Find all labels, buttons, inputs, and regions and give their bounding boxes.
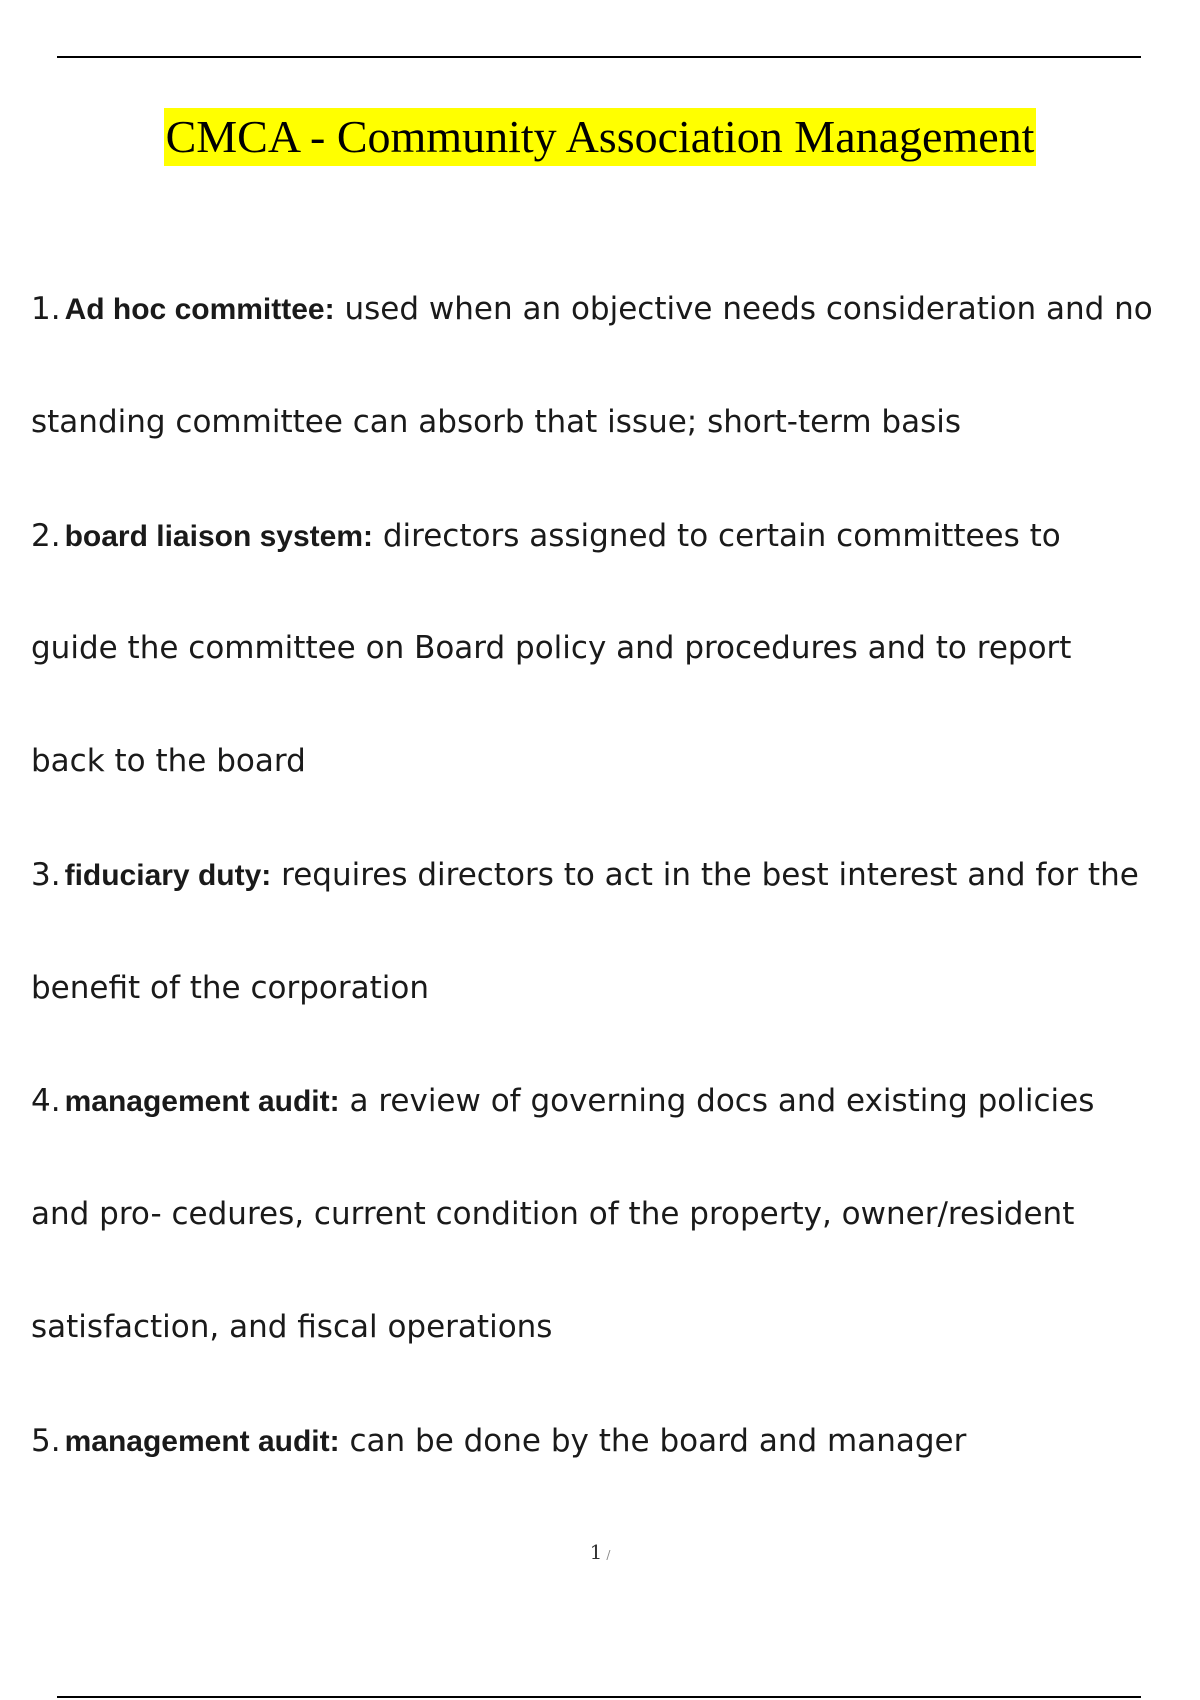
item-number: 5. bbox=[31, 1423, 61, 1459]
item-number: 1. bbox=[31, 291, 61, 327]
item-definition-line: back to the board bbox=[31, 743, 306, 779]
list-item-5 bbox=[31, 1421, 1196, 1462]
list-item-2 bbox=[31, 516, 1196, 557]
item-term: fiduciary duty: bbox=[64, 859, 272, 892]
document-title: CMCA - Community Association Management bbox=[164, 108, 1037, 166]
item-definition-line: standing committee can absorb that issue; short-term basis bbox=[31, 404, 962, 440]
item-definition-line: a review of governing docs and existing policies bbox=[349, 1083, 1095, 1119]
list-item-1 bbox=[31, 289, 1196, 330]
item-term: management audit: bbox=[64, 1085, 340, 1118]
page-number-value: 1 bbox=[589, 1540, 603, 1564]
item-definition-line: and pro- cedures, current condition of the property, owner/resident bbox=[31, 1196, 1075, 1232]
title-block bbox=[0, 108, 1200, 166]
item-definition-line: satisfaction, and fiscal operations bbox=[31, 1309, 553, 1345]
bottom-rule bbox=[57, 1696, 1141, 1698]
item-definition-line: benefit of the corporation bbox=[31, 970, 429, 1006]
item-definition-line: used when an objective needs consideration and no bbox=[344, 291, 1153, 327]
item-definition-line: can be done by the board and manager bbox=[349, 1423, 967, 1459]
page-marker: / bbox=[606, 1548, 611, 1562]
item-definition-line: guide the committee on Board policy and procedures and to report bbox=[31, 630, 1072, 666]
list-item-4 bbox=[31, 1081, 1196, 1122]
item-term: board liaison system: bbox=[64, 520, 374, 553]
item-number: 4. bbox=[31, 1083, 61, 1119]
item-number: 3. bbox=[31, 857, 61, 893]
item-term: management audit: bbox=[64, 1425, 340, 1458]
page-number bbox=[0, 1540, 1200, 1564]
item-term: Ad hoc committee: bbox=[64, 293, 335, 326]
item-definition-line: requires directors to act in the best interest and for the bbox=[281, 857, 1139, 893]
item-definition-line: directors assigned to certain committees to bbox=[382, 518, 1061, 554]
list-item-3 bbox=[31, 855, 1196, 896]
item-number: 2. bbox=[31, 518, 61, 554]
top-rule bbox=[57, 56, 1141, 58]
